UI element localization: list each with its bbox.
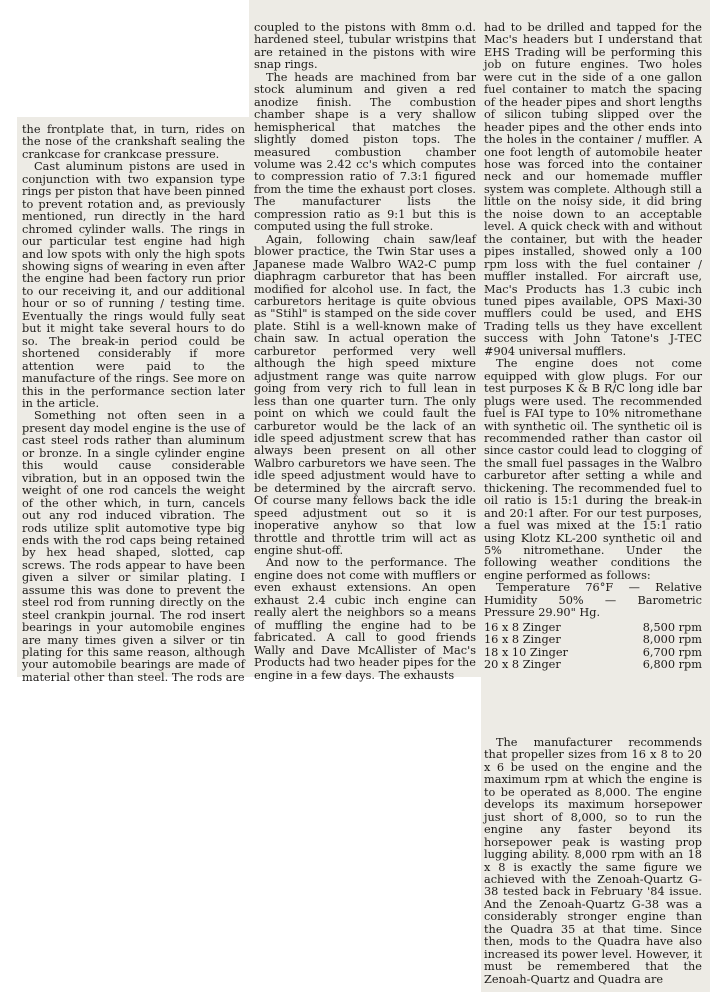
rpm-value: 6,700 rpm bbox=[642, 645, 702, 659]
article-paragraph: The engine does not come equipped with glow plugs. For our test purposes K & B R/C long idle bar plugs were used. The recommended fuel is FAI type to 10% nitromethane with synthetic oil. The synthetic oil is recommended rather than castor oil since castor could lead to clogging of the small fuel passages in the Walbro carburetor after setting a while and thickening. The recommended fuel to oil ratio is 15:1 during the break-in and 20:1 after. For our test purposes, a fuel was mixed at the 15:1 ratio using Klotz KL-200 synthetic oil and 5% nitromethane. Under the following weather conditions the engine performed as follows: bbox=[484, 357, 702, 582]
article-paragraph: had to be drilled and tapped for the Mac's headers but I understand that EHS Trading will be performing this job on future engines. Two holes were cut in the side of a one gallon fuel container to match the spacing of the header pipes and short lengths of silicon tubing slipped over the header pipes and the other ends into the holes in the container / muffler. A one foot length of automobile heater hose was forced into the container neck and our homemade muffler system was complete. Although still a little on the noisy side, it did bring the noise down to an acceptable level. A quick check with and without the container, but with the header pipes installed, showed only a 100 rpm loss with the fuel container / muffler installed. For aircraft use, Mac's Products has 1.3 cubic inch tuned pipes available, OPS Maxi-30 mufflers could be used, and EHS Trading tells us they have excellent success with John Tatone's J-TEC #904 universal mufflers. bbox=[484, 21, 702, 358]
prop-size: 18 x 10 Zinger bbox=[484, 645, 568, 659]
prop-size: 20 x 8 Zinger bbox=[484, 657, 561, 671]
article-paragraph: Again, following chain saw/leaf blower practice, the Twin Star uses a Japanese made Walbro WA2-C pump diaphragm carburetor that has been modified for alcohol use. In fact, the carburetors heritage is quite obvious as "Stihl" is stamped on the side cover plate. Stihl is a well-known make of chain saw. In actual operation the carburetor performed very well although the high speed mixture adjustment range was quite narrow going from very rich to full lean in less than one quarter turn. The only point on which we could fault the carburetor would be the lack of an idle speed adjustment screw that has always been present on all other Walbro carburetors we have seen. The idle speed adjustment would have to be determined by the aircraft servo. Of course many fellows back the idle speed adjustment out so it is inoperative anyhow so that low throttle and throttle trim will act as engine shut-off. bbox=[254, 232, 476, 558]
rpm-value: 8,500 rpm bbox=[642, 620, 702, 634]
prop-size: 16 x 8 Zinger bbox=[484, 633, 561, 647]
article-column-1 bbox=[22, 124, 245, 684]
article-paragraph: Something not often seen in a present day model engine is the use of cast steel rods rather than aluminum or bronze. In a single cylinder engine this would cause considerable vibration, but in an opposed twin the weight of one rod cancels the weight of the other which, in turn, cancels out any rod induced vibration. The rods utilize split automotive type big ends with the rod caps being retained by hex head shaped, slotted, cap screws. The rods appear to have been given a silver or similar plating. I assume this was done to prevent the steel rod from running directly on the steel crankpin journal. The rod insert bearings in your automobile engines are many times given a silver or tin plating for this same reason, although your automobile bearings are made of material other than steel. The rods are bbox=[22, 409, 245, 684]
prop-size: 16 x 8 Zinger bbox=[484, 620, 561, 634]
prop-rpm-table bbox=[484, 622, 702, 672]
article-paragraph: The manufacturer recommends that propeller sizes from 16 x 8 to 20 x 6 be used on the engine and the maximum rpm at which the engine is to be operated as 8,000. The engine develops its maximum horsepower just short of 8,000, so to run the engine any faster beyond its horsepower peak is wasting prop lugging ability. 8,000 rpm with an 18 x 8 is exactly the same figure we achieved with the Zenoah-Quartz G-38 tested back in February '84 issue. And the Zenoah-Quartz G-38 was a considerably stronger engine than the Quadra 35 at that time. Since then, mods to the Quadra have also increased its power level. However, it must be remembered that the Zenoah-Quartz and Quadra are bbox=[484, 736, 702, 986]
article-paragraph: Cast aluminum pistons are used in conjunction with two expansion type rings per piston that have been pinned to prevent rotation and, as previously mentioned, run directly in the hard chromed cylinder walls. The rings in our particular test engine had high and low spots with only the high spots showing signs of wearing in even after the engine had been factory run prior to our receiving it, and our additional hour or so of running / testing time. Eventually the rings would fully seat but it might take several hours to do so. The break-in period could be shortened considerably if more attention were paid to the manufacture of the rings. See more on this in the performance section later in the article. bbox=[22, 160, 245, 410]
table-row bbox=[484, 634, 702, 646]
article-column-2 bbox=[254, 22, 476, 682]
article-paragraph: The heads are machined from bar stock aluminum and given a red anodize finish. The combustion chamber shape is a very shallow hemispherical that matches the slightly domed piston tops. The measured combustion chamber volume was 2.42 cc's which computes to compression ratio of 7.3:1 figured from the time the exhaust port closes. The manufacturer lists the compression ratio as 9:1 but this is computed using the full stroke. bbox=[254, 70, 476, 234]
article-paragraph: the frontplate that, in turn, rides on the nose of the crankshaft sealing the crankcase for crankcase pressure. bbox=[22, 123, 245, 161]
rpm-value: 6,800 rpm bbox=[642, 657, 702, 671]
rpm-value: 8,000 rpm bbox=[642, 633, 702, 647]
weather-conditions: Temperature 76°F — Relative Humidity 50% — Barometric Pressure 29.90" Hg. bbox=[484, 581, 702, 620]
table-row bbox=[484, 659, 702, 671]
article-column-3 bbox=[484, 22, 702, 674]
article-paragraph: coupled to the pistons with 8mm o.d. hardened steel, tubular wristpins that are retained in the pistons with wire snap rings. bbox=[254, 21, 476, 72]
article-paragraph: And now to the performance. The engine does not come with mufflers or even exhaust extensions. An open exhaust 2.4 cubic inch engine can really alert the neighbors so a means of muffling the engine had to be fabricated. A call to good friends Wally and Dave McAllister of Mac's Products had two header pipes for the engine in a few days. The exhausts bbox=[254, 556, 476, 682]
article-column-3-continued bbox=[484, 737, 702, 986]
